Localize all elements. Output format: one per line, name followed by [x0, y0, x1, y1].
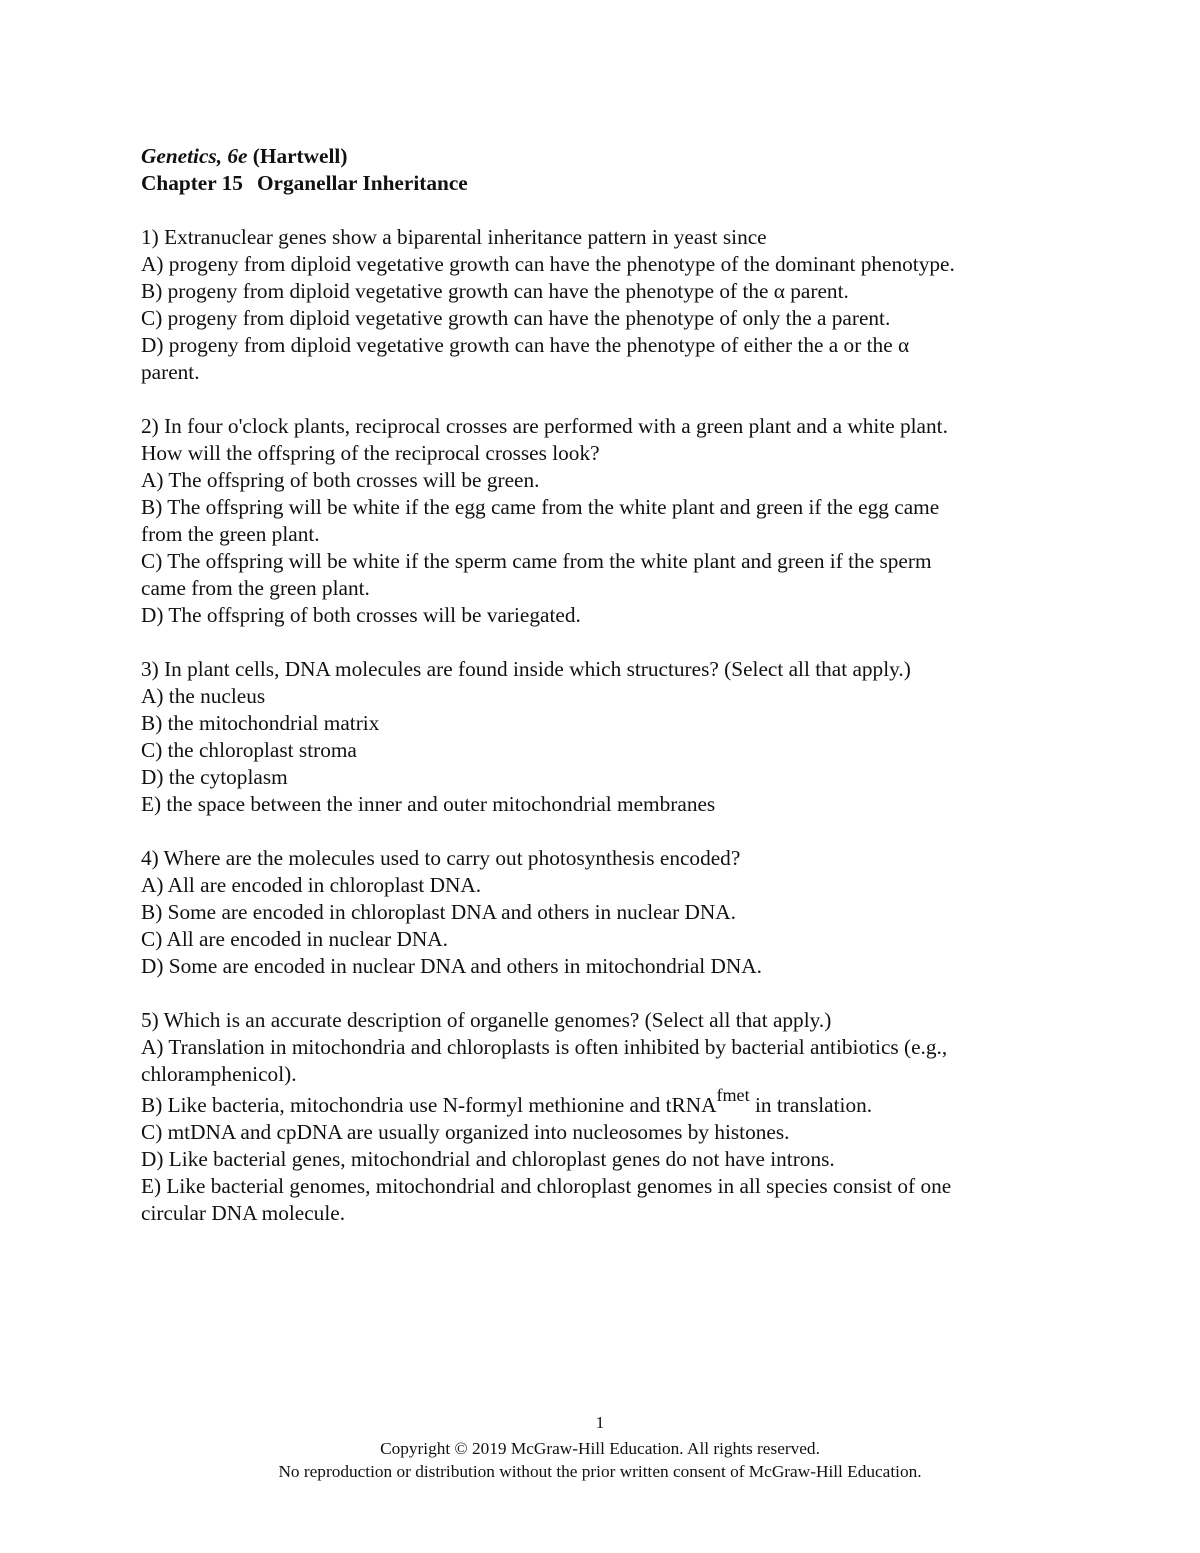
answer-option: A) the nucleus	[141, 684, 266, 708]
book-title-line	[141, 143, 1061, 170]
answer-option-continued: came from the green plant.	[141, 576, 370, 600]
answer-option: A) The offspring of both crosses will be green.	[141, 468, 540, 492]
answer-option: D) Some are encoded in nuclear DNA and others in mitochondrial DNA.	[141, 954, 762, 978]
reproduction-notice: No reproduction or distribution without the prior written consent of McGraw-Hill Education.	[278, 1462, 922, 1481]
page-number: 1	[595, 1413, 605, 1432]
answer-option-continued: parent.	[141, 360, 200, 384]
answer-option: D) The offspring of both crosses will be variegated.	[141, 603, 581, 627]
question-stem: 2) In four o'clock plants, reciprocal crosses are performed with a green plant and a white plant.	[141, 414, 948, 438]
answer-option: B) progeny from diploid vegetative growth can have the phenotype of the α parent.	[141, 279, 849, 303]
page-content	[141, 143, 1061, 1254]
answer-option: D) Like bacterial genes, mitochondrial and chloroplast genes do not have introns.	[141, 1147, 835, 1171]
question-stem: 4) Where are the molecules used to carry out photosynthesis encoded?	[141, 846, 741, 870]
answer-option-continued: from the green plant.	[141, 522, 320, 546]
answer-option: E) the space between the inner and outer mitochondrial membranes	[141, 792, 716, 816]
question-5	[141, 1007, 1061, 1227]
answer-option: D) progeny from diploid vegetative growth can have the phenotype of either the a or the α	[141, 333, 910, 357]
answer-option: C) the chloroplast stroma	[141, 738, 357, 762]
answer-option	[141, 1085, 1061, 1119]
superscript-fmet: fmet	[716, 1085, 750, 1106]
book-author: (Hartwell)	[252, 144, 348, 168]
answer-option: B) The offspring will be white if the egg came from the white plant and green if the egg came	[141, 495, 940, 519]
question-4	[141, 845, 1061, 980]
book-title: Genetics, 6e	[141, 144, 248, 168]
answer-option: B) the mitochondrial matrix	[141, 711, 380, 735]
chapter-heading	[141, 170, 1061, 197]
answer-option: B) Some are encoded in chloroplast DNA and others in nuclear DNA.	[141, 900, 736, 924]
question-stem: 5) Which is an accurate description of organelle genomes? (Select all that apply.)	[141, 1008, 832, 1032]
answer-option: C) progeny from diploid vegetative growth can have the phenotype of only the a parent.	[141, 306, 891, 330]
chapter-title: Organellar Inheritance	[256, 171, 468, 195]
question-2	[141, 413, 1061, 629]
chapter-label: Chapter 15	[141, 171, 243, 195]
answer-option: A) All are encoded in chloroplast DNA.	[141, 873, 482, 897]
answer-option: E) Like bacterial genomes, mitochondrial and chloroplast genomes in all species consist of one	[141, 1174, 952, 1198]
answer-option-continued: circular DNA molecule.	[141, 1201, 346, 1225]
question-stem: 1) Extranuclear genes show a biparental inheritance pattern in yeast since	[141, 225, 767, 249]
answer-option: D) the cytoplasm	[141, 765, 288, 789]
question-1	[141, 224, 1061, 386]
answer-option: C) mtDNA and cpDNA are usually organized into nucleosomes by histones.	[141, 1120, 790, 1144]
answer-option-continued: chloramphenicol).	[141, 1062, 297, 1086]
question-3	[141, 656, 1061, 818]
answer-option-text-end: in translation.	[749, 1093, 873, 1117]
answer-option: C) The offspring will be white if the sperm came from the white plant and green if the sperm	[141, 549, 932, 573]
answer-option: C) All are encoded in nuclear DNA.	[141, 927, 448, 951]
question-stem: 3) In plant cells, DNA molecules are found inside which structures? (Select all that apply.)	[141, 657, 911, 681]
question-stem-continued: How will the offspring of the reciprocal crosses look?	[141, 441, 600, 465]
answer-option-text: B) Like bacteria, mitochondria use N-formyl methionine and tRNA	[141, 1093, 717, 1117]
answer-option: A) Translation in mitochondria and chloroplasts is often inhibited by bacterial antibiotics (e.g.,	[141, 1035, 948, 1059]
answer-option: A) progeny from diploid vegetative growth can have the phenotype of the dominant phenotype.	[141, 252, 955, 276]
copyright-notice: Copyright © 2019 McGraw-Hill Education. All rights reserved.	[380, 1439, 820, 1458]
